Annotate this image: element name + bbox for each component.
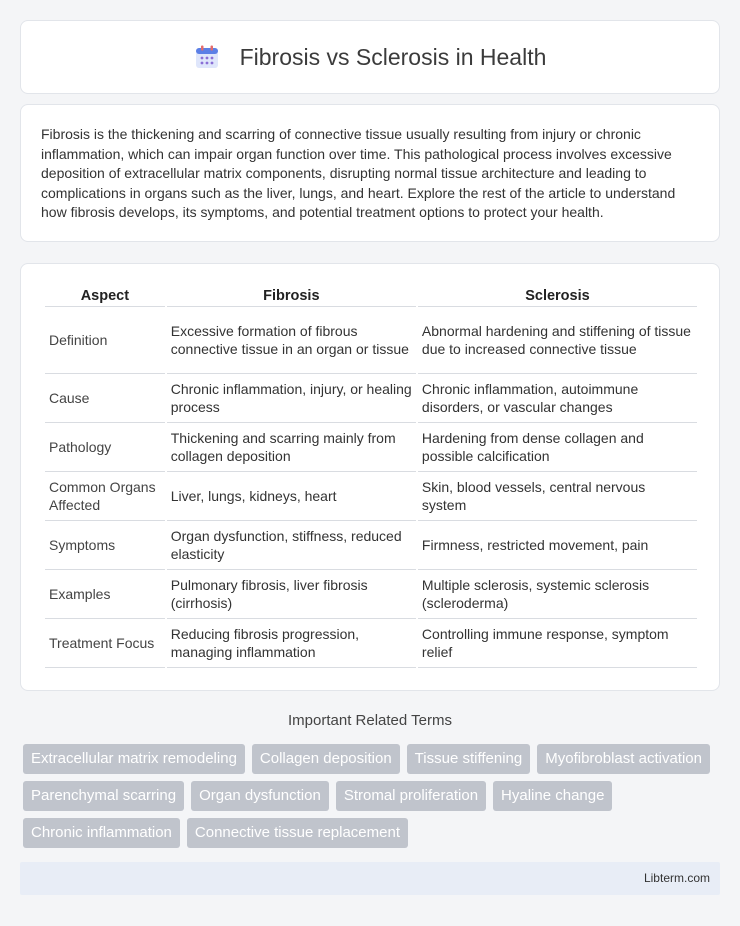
row-sclerosis: Hardening from dense collagen and possible calcification xyxy=(418,423,697,472)
footer xyxy=(20,862,720,895)
header-fibrosis: Fibrosis xyxy=(167,282,416,307)
row-aspect: Cause xyxy=(45,374,165,423)
row-sclerosis: Chronic inflammation, autoimmune disorders, or vascular changes xyxy=(418,374,697,423)
intro-text: Fibrosis is the thickening and scarring of connective tissue usually resulting from injury or chronic inflammation, which can impair organ function over time. This pathological process involves excessive deposition of extracellular matrix components, disrupting normal tissue architecture and leading to complications in organs such as the liver, lungs, and heart. Explore the rest of the article to understand how fibrosis develops, its symptoms, and potential treatment options to protect your health. xyxy=(41,126,676,220)
table-row xyxy=(45,521,697,570)
header-aspect: Aspect xyxy=(45,282,165,307)
row-fibrosis: Thickening and scarring mainly from collagen deposition xyxy=(167,423,416,472)
header-sclerosis: Sclerosis xyxy=(418,282,697,307)
row-aspect: Common Organs Affected xyxy=(45,472,165,521)
row-aspect: Treatment Focus xyxy=(45,619,165,668)
intro-card xyxy=(20,104,720,242)
related-term-tag[interactable]: Extracellular matrix remodeling xyxy=(23,744,245,774)
table-row xyxy=(45,423,697,472)
row-fibrosis: Excessive formation of fibrous connective tissue in an organ or tissue xyxy=(167,307,416,374)
row-fibrosis: Chronic inflammation, injury, or healing process xyxy=(167,374,416,423)
header-card xyxy=(20,20,720,94)
row-sclerosis: Skin, blood vessels, central nervous system xyxy=(418,472,697,521)
row-sclerosis: Firmness, restricted movement, pain xyxy=(418,521,697,570)
row-fibrosis: Organ dysfunction, stiffness, reduced elasticity xyxy=(167,521,416,570)
row-aspect: Pathology xyxy=(45,423,165,472)
related-term-tag[interactable]: Connective tissue replacement xyxy=(187,818,408,848)
footer-site-link[interactable]: Libterm.com xyxy=(643,871,710,885)
comparison-table xyxy=(43,282,699,668)
row-sclerosis: Abnormal hardening and stiffening of tissue due to increased connective tissue xyxy=(418,307,697,374)
related-term-tag[interactable]: Parenchymal scarring xyxy=(23,781,184,811)
related-term-tag[interactable]: Tissue stiffening xyxy=(407,744,531,774)
table-row xyxy=(45,307,697,374)
table-row xyxy=(45,374,697,423)
related-terms-list xyxy=(23,744,723,848)
related-terms-title: Important Related Terms xyxy=(288,712,452,729)
calendar-icon xyxy=(194,44,220,70)
row-sclerosis: Multiple sclerosis, systemic sclerosis (scleroderma) xyxy=(418,570,697,619)
row-aspect: Symptoms xyxy=(45,521,165,570)
row-fibrosis: Reducing fibrosis progression, managing inflammation xyxy=(167,619,416,668)
row-aspect: Definition xyxy=(45,307,165,374)
row-sclerosis: Controlling immune response, symptom relief xyxy=(418,619,697,668)
related-term-tag[interactable]: Hyaline change xyxy=(493,781,612,811)
row-fibrosis: Liver, lungs, kidneys, heart xyxy=(167,472,416,521)
related-term-tag[interactable]: Stromal proliferation xyxy=(336,781,486,811)
related-term-tag[interactable]: Chronic inflammation xyxy=(23,818,180,848)
table-row xyxy=(45,472,697,521)
row-aspect: Examples xyxy=(45,570,165,619)
related-term-tag[interactable]: Collagen deposition xyxy=(252,744,400,774)
row-fibrosis: Pulmonary fibrosis, liver fibrosis (cirrhosis) xyxy=(167,570,416,619)
table-header-row xyxy=(45,282,697,307)
comparison-table-card xyxy=(20,263,720,691)
related-term-tag[interactable]: Myofibroblast activation xyxy=(537,744,710,774)
table-row xyxy=(45,619,697,668)
table-row xyxy=(45,570,697,619)
related-term-tag[interactable]: Organ dysfunction xyxy=(191,781,329,811)
page-title: Fibrosis vs Sclerosis in Health xyxy=(239,43,547,70)
